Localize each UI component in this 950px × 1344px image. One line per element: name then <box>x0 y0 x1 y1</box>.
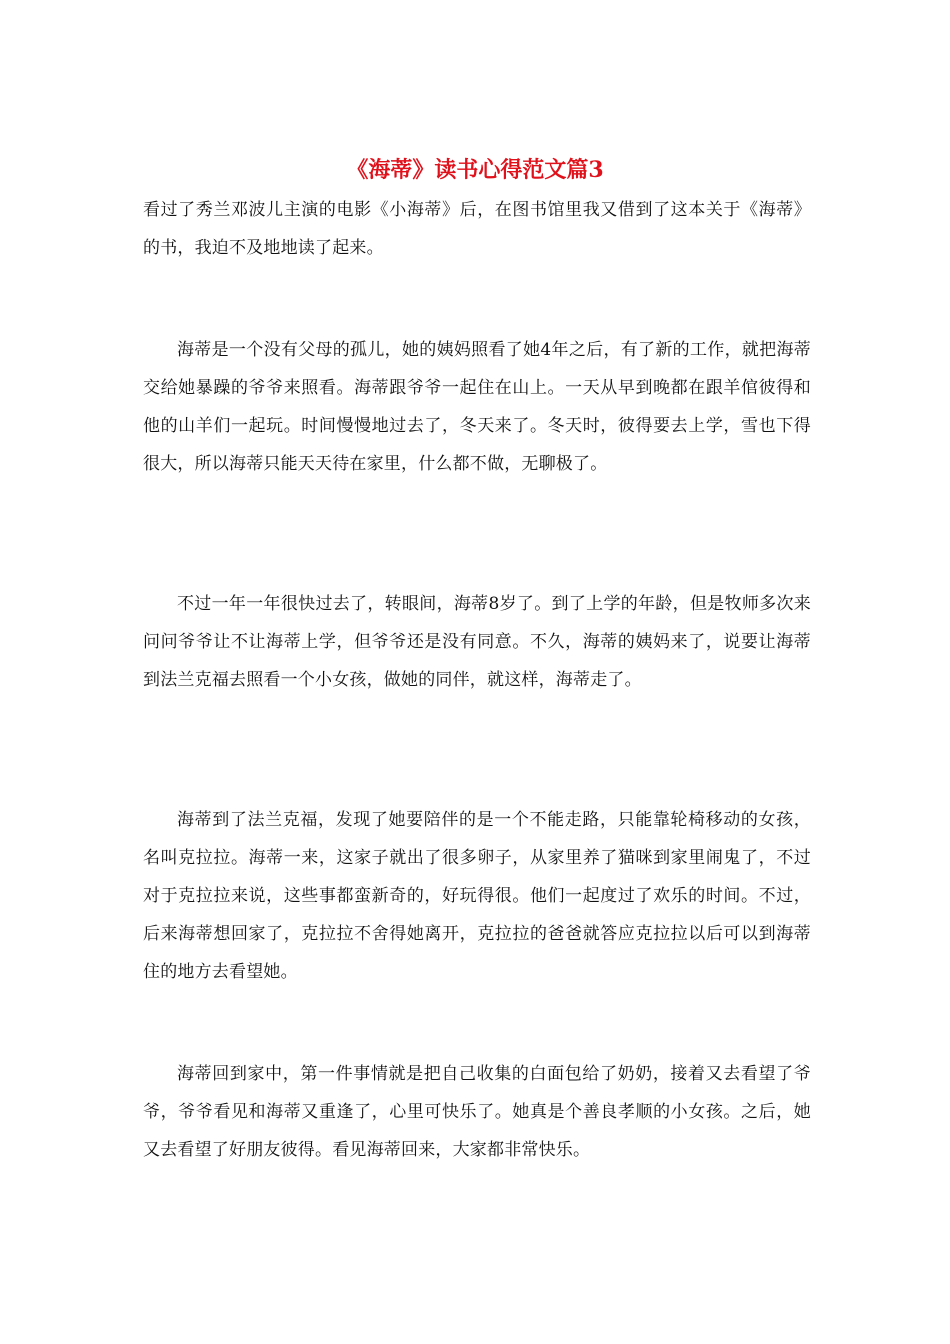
document-title: 《海蒂》读书心得范文篇3 <box>346 157 604 183</box>
paragraph-return-home: 海蒂回到家中，第一件事情就是把自己收集的白面包给了奶奶，接着又去看望了爷爷，爷爷看见和海蒂又重逢了，心里可快乐了。她真是个善良孝顺的小女孩。之后，她又去看望了好朋友彼得。看见海蒂回来，大家都非常快乐。 <box>143 1064 811 1160</box>
paragraph-heidi-and-grandpa: 海蒂是一个没有父母的孤儿，她的姨妈照看了她4年之后，有了新的工作，就把海蒂交给她暴躁的爷爷来照看。海蒂跟爷爷一起住在山上。一天从早到晚都在跟羊倌彼得和他的山羊们一起玩。时间慢慢地过去了，冬天来了。冬天时，彼得要去上学，雪也下得很大，所以海蒂只能天天待在家里，什么都不做，无聊极了。 <box>143 340 811 474</box>
paragraph-intro: 看过了秀兰邓波儿主演的电影《小海蒂》后，在图书馆里我又借到了这本关于《海蒂》的书，我迫不及地地读了起来。 <box>143 200 811 258</box>
paragraph-heidi-leaves: 不过一年一年很快过去了，转眼间，海蒂8岁了。到了上学的年龄，但是牧师多次来问问爷爷让不让海蒂上学，但爷爷还是没有同意。不久，海蒂的姨妈来了，说要让海蒂到法兰克福去照看一个小女孩，做她的同伴，就这样，海蒂走了。 <box>143 594 811 690</box>
paragraph-frankfurt-clara: 海蒂到了法兰克福，发现了她要陪伴的是一个不能走路，只能靠轮椅移动的女孩，名叫克拉拉。海蒂一来，这家子就出了很多卵子，从家里养了猫咪到家里闹鬼了，不过对于克拉拉来说，这些事都蛮新奇的，好玩得很。他们一起度过了欢乐的时间。不过，后来海蒂想回家了，克拉拉不舍得她离开，克拉拉的爸爸就答应克拉拉以后可以到海蒂住的地方去看望她。 <box>143 810 811 982</box>
